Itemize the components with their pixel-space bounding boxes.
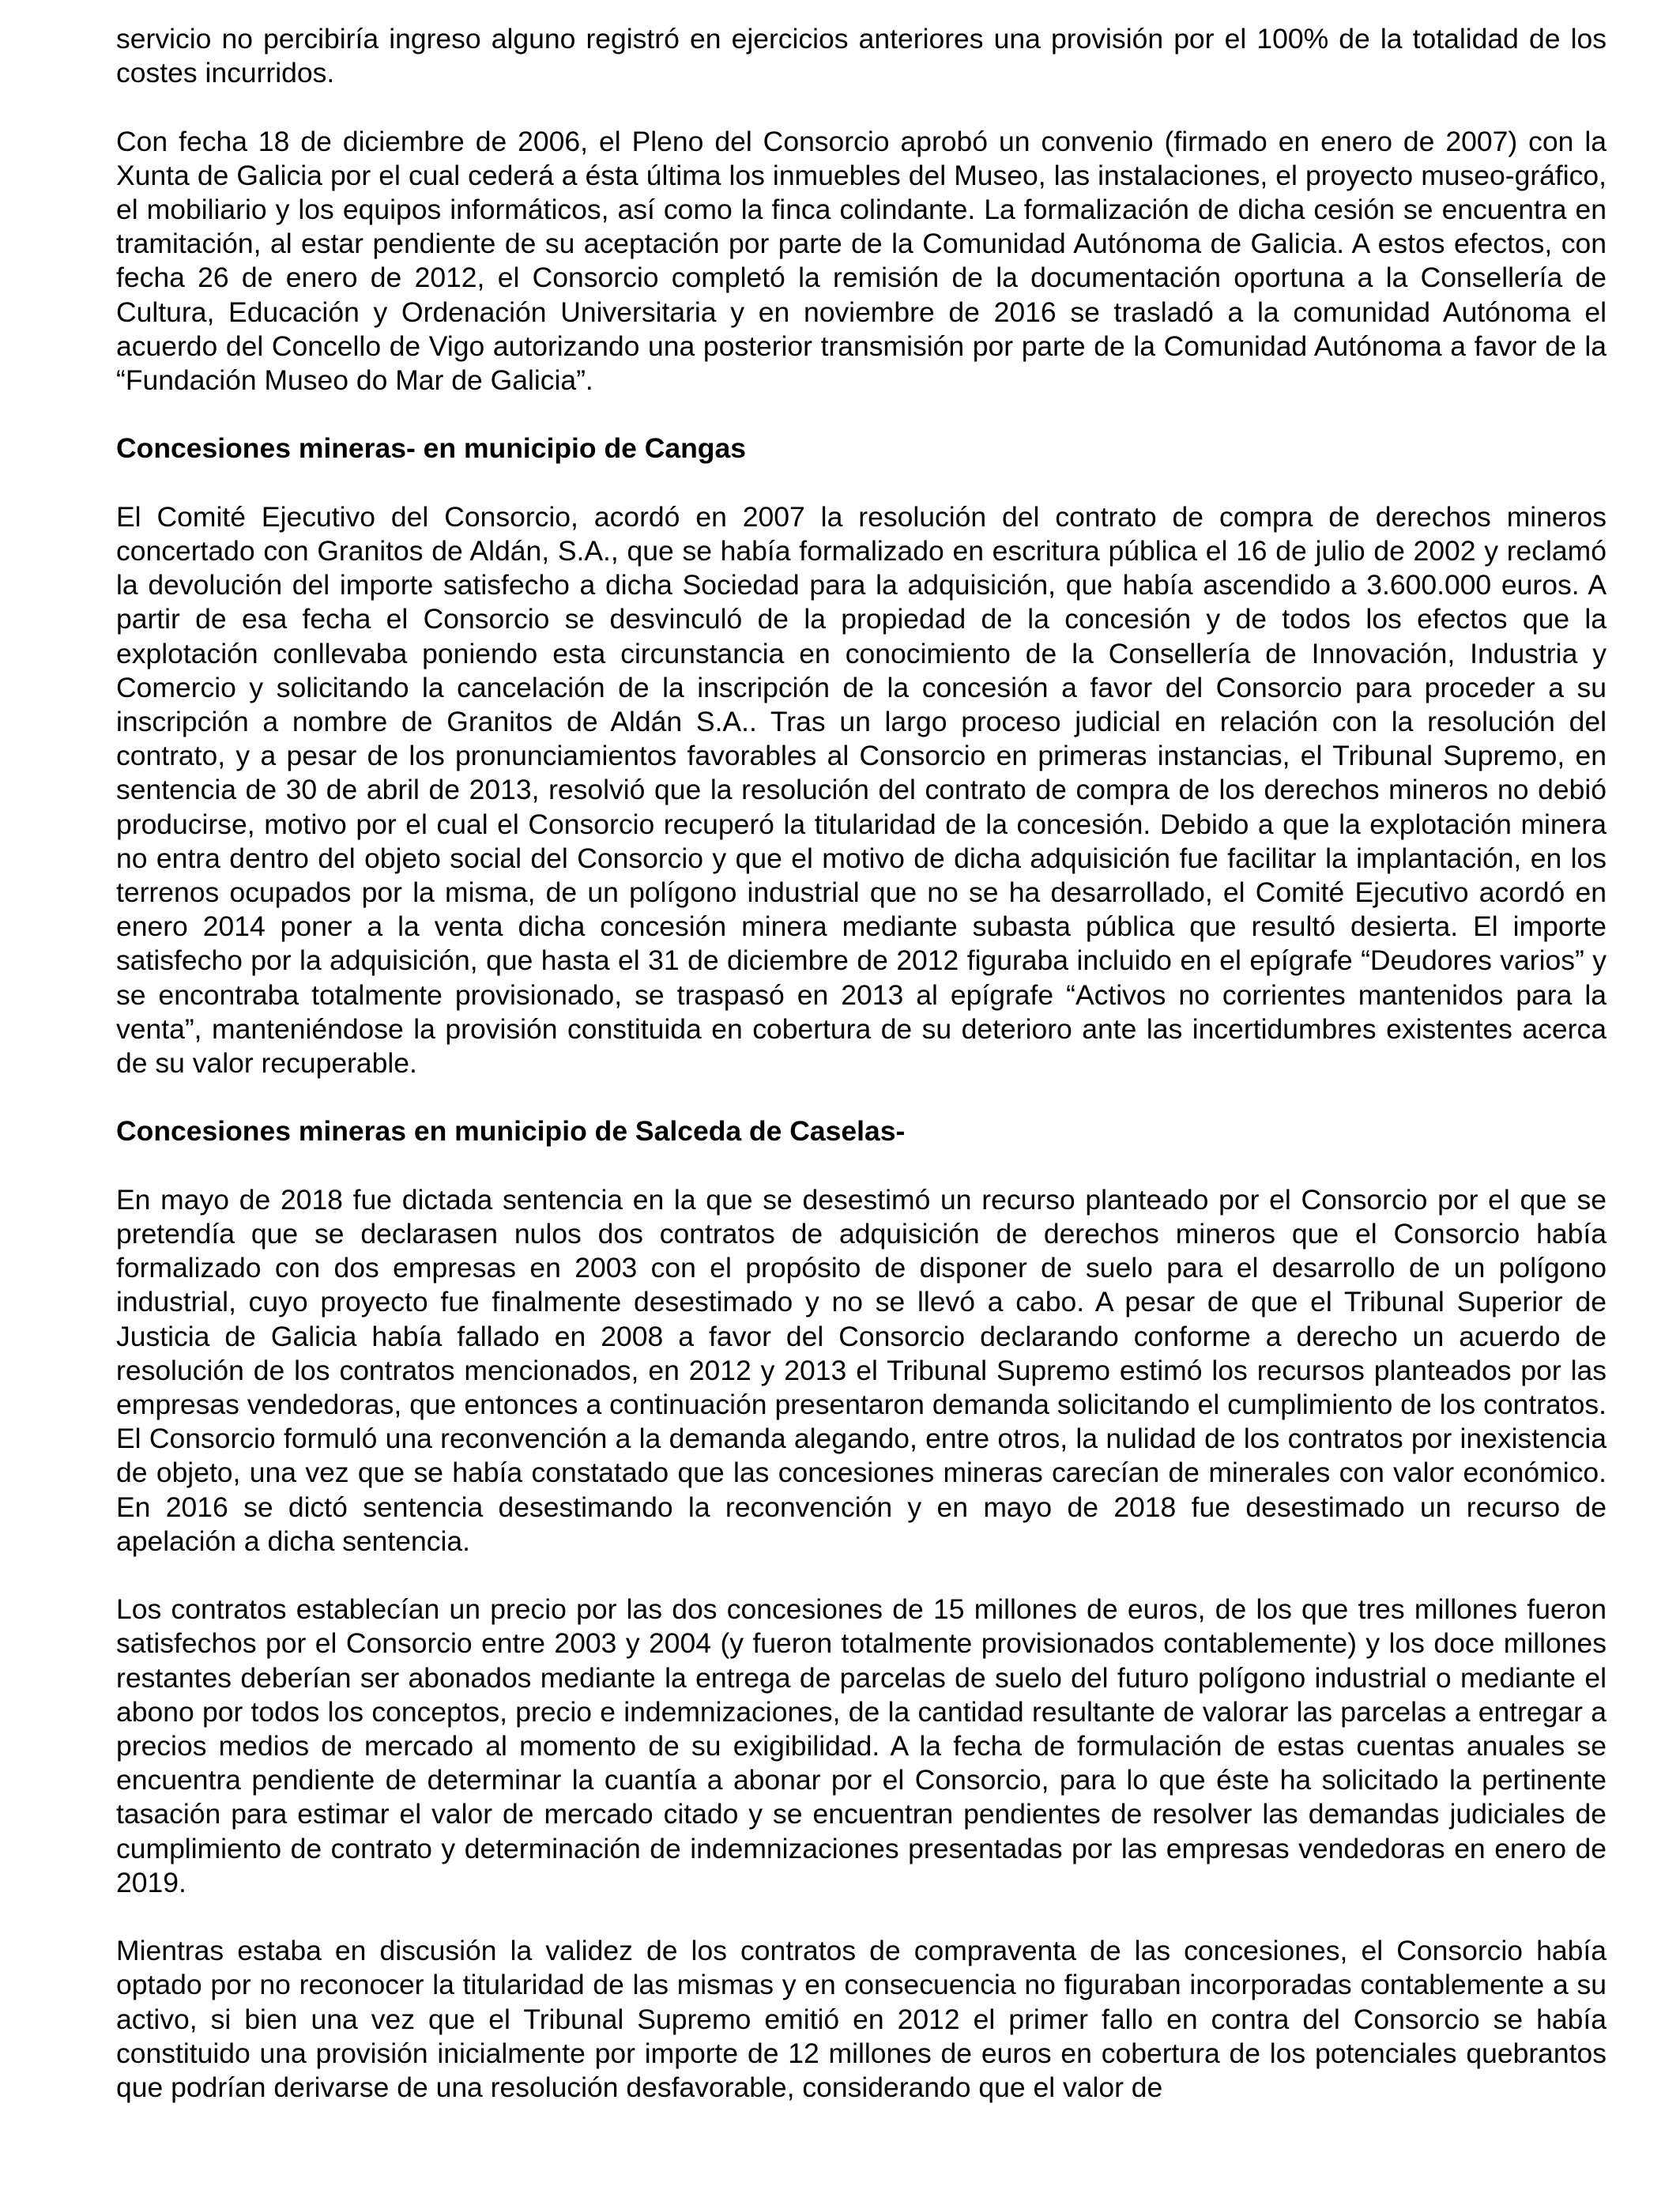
paragraph-continuation: servicio no percibiría ingreso alguno registró en ejercicios anteriores una provisión por el 100% de la totalidad de los costes incurridos.	[116, 23, 1607, 89]
paragraph-salceda-sentencia: En mayo de 2018 fue dictada sentencia en la que se desestimó un recurso planteado por el Consorcio por el que se pretendía que se declarasen nulos dos contratos de adquisición de derechos mineros que el Consorcio había formalizado con dos empresas en 2003 con el propósito de disponer de suelo para el desarrollo de un polígono industrial, cuyo proyecto fue finalmente desestimado y no se llevó a cabo. A pesar de que el Tribunal Superior de Justicia de Galicia había fallado en 2008 a favor del Consorcio declarando conforme a derecho un acuerdo de resolución de los contratos mencionados, en 2012 y 2013 el Tribunal Supremo estimó los recursos planteados por las empresas vendedoras, que entonces a continuación presentaron demanda solicitando el cumplimiento de los contratos. El Consorcio formuló una reconvención a la demanda alegando, entre otros, la nulidad de los contratos por inexistencia de objeto, una vez que se había constatado que las concesiones mineras carecían de minerales con valor económico. En 2016 se dictó sentencia desestimando la reconvención y en mayo de 2018 fue desestimado un recurso de apelación a dicha sentencia.	[116, 1183, 1607, 1557]
paragraph-museo-convenio: Con fecha 18 de diciembre de 2006, el Pleno del Consorcio aprobó un convenio (firmado en enero de 2007) con la Xunta de Galicia por el cual cederá a ésta última los inmuebles del Museo, las instalaciones, el proyecto museo-gráfico, el mobiliario y los equipos informáticos, así como la finca colindante. La formalización de dicha cesión se encuentra en tramitación, al estar pendiente de su aceptación por parte de la Comunidad Autónoma de Galicia. A estos efectos, con fecha 26 de enero de 2012, el Consorcio completó la remisión de la documentación oportuna a la Consellería de Cultura, Educación y Ordenación Universitaria y en noviembre de 2016 se trasladó a la comunidad Autónoma el acuerdo del Concello de Vigo autorizando una posterior transmisión por parte de la Comunidad Autónoma a favor de la “Fundación Museo do Mar de Galicia”.	[116, 125, 1607, 397]
section-heading-salceda: Concesiones mineras en municipio de Salceda de Caselas-	[116, 1115, 906, 1148]
paragraph-salceda-precio: Los contratos establecían un precio por las dos concesiones de 15 millones de euros, de los que tres millones fueron satisfechos por el Consorcio entre 2003 y 2004 (y fueron totalmente provisionados contablemente) y los doce millones restantes deberían ser abonados mediante la entrega de parcelas de suelo del futuro polígono industrial o mediante el abono por todos los conceptos, precio e indemnizaciones, de la cantidad resultante de valorar las parcelas a entregar a precios medios de mercado al momento de su exigibilidad. A la fecha de formulación de estas cuentas anuales se encuentra pendiente de determinar la cuantía a abonar por el Consorcio, para lo que éste ha solicitado la pertinente tasación para estimar el valor de mercado citado y se encuentran pendientes de resolver las demandas judiciales de cumplimiento de contrato y determinación de indemnizaciones presentadas por las empresas vendedoras en enero de 2019.	[116, 1593, 1607, 1898]
document-page	[116, 22, 1607, 2139]
paragraph-cangas: El Comité Ejecutivo del Consorcio, acordó en 2007 la resolución del contrato de compra de derechos mineros concertado con Granitos de Aldán, S.A., que se había formalizado en escritura pública el 16 de julio de 2002 y reclamó la devolución del importe satisfecho a dicha Sociedad para la adquisición, que había ascendido a 3.600.000 euros. A partir de esa fecha el Consorcio se desvinculó de la propiedad de la concesión y de todos los efectos que la explotación conllevaba poniendo esta circunstancia en conocimiento de la Consellería de Innovación, Industria y Comercio y solicitando la cancelación de la inscripción de la concesión a favor del Consorcio para proceder a su inscripción a nombre de Granitos de Aldán S.A.. Tras un largo proceso judicial en relación con la resolución del contrato, y a pesar de los pronunciamientos favorables al Consorcio en primeras instancias, el Tribunal Supremo, en sentencia de 30 de abril de 2013, resolvió que la resolución del contrato de compra de los derechos mineros no debió producirse, motivo por el cual el Consorcio recuperó la titularidad de la concesión. Debido a que la explotación minera no entra dentro del objeto social del Consorcio y que el motivo de dicha adquisición fue facilitar la implantación, en los terrenos ocupados por la misma, de un polígono industrial que no se ha desarrollado, el Comité Ejecutivo acordó en enero 2014 poner a la venta dicha concesión minera mediante subasta pública que resultó desierta. El importe satisfecho por la adquisición, que hasta el 31 de diciembre de 2012 figuraba incluido en el epígrafe “Deudores varios” y se encontraba totalmente provisionado, se traspasó en 2013 al epígrafe “Activos no corrientes mantenidos para la venta”, manteniéndose la provisión constituida en cobertura de su deterioro ante las incertidumbres existentes acerca de su valor recuperable.	[116, 500, 1607, 1080]
section-heading-cangas: Concesiones mineras- en municipio de Cangas	[116, 432, 746, 465]
paragraph-salceda-provision: Mientras estaba en discusión la validez de los contratos de compraventa de las concesiones, el Consorcio había optado por no reconocer la titularidad de las mismas y en consecuencia no figuraban incorporadas contablemente a su activo, si bien una vez que el Tribunal Supremo emitió en 2012 el primer fallo en contra del Consorcio se había constituido una provisión inicialmente por importe de 12 millones de euros en cobertura de los potenciales quebrantos que podrían derivarse de una resolución desfavorable, considerando que el valor de	[116, 1935, 1607, 2104]
